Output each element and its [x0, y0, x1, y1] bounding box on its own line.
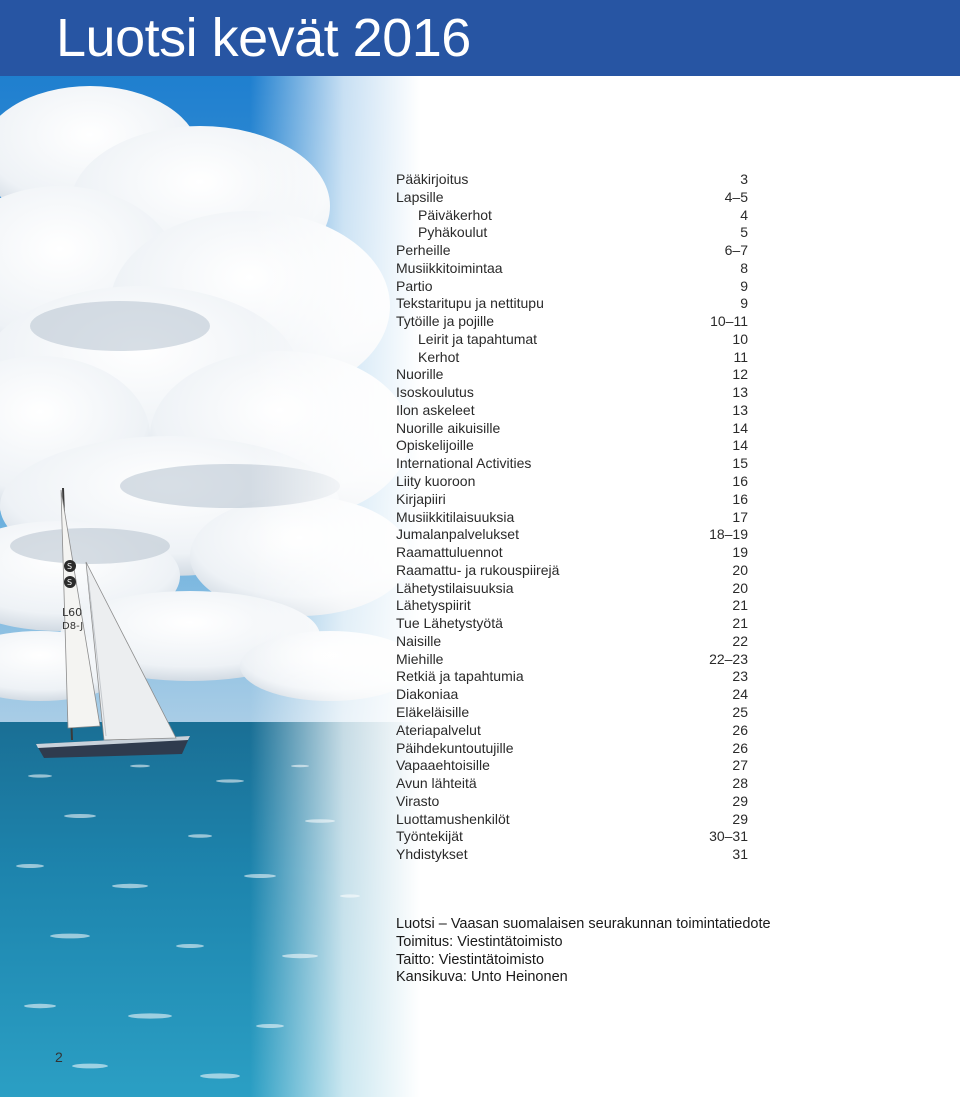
photo-fade — [250, 76, 420, 1097]
sail-mark-mid: S — [67, 578, 73, 587]
sail-mark-top: S — [67, 562, 73, 571]
toc-entry-page: 6–7 — [724, 242, 748, 259]
table-of-contents — [396, 171, 748, 864]
toc-entry — [396, 597, 748, 615]
toc-entry — [396, 224, 748, 242]
toc-entry-label: Kerhot — [418, 348, 460, 365]
toc-entry-label: Partio — [396, 277, 433, 294]
toc-entry-label: Opiskelijoille — [396, 437, 474, 454]
toc-entry-page: 15 — [732, 455, 748, 472]
toc-entry-page: 31 — [732, 846, 748, 863]
toc-entry-page: 16 — [732, 490, 748, 507]
toc-entry-page: 14 — [732, 419, 748, 436]
toc-entry-page: 25 — [732, 703, 748, 720]
toc-entry-page: 23 — [732, 668, 748, 685]
toc-entry-page: 22–23 — [709, 650, 748, 667]
toc-entry-page: 17 — [732, 508, 748, 525]
toc-entry — [396, 704, 748, 722]
toc-entry-label: Pyhäkoulut — [418, 224, 488, 241]
toc-entry-label: Miehille — [396, 650, 444, 667]
toc-entry-label: Nuorille — [396, 366, 444, 383]
toc-entry-page: 22 — [732, 632, 748, 649]
toc-entry-page: 18–19 — [709, 526, 748, 543]
sail-number-2: D8-J — [62, 621, 84, 632]
toc-entry-label: Yhdistykset — [396, 846, 468, 863]
toc-entry — [396, 846, 748, 864]
toc-entry-label: Lapsille — [396, 188, 444, 205]
toc-entry-label: Raamattuluennot — [396, 544, 503, 561]
toc-entry-label: Pääkirjoitus — [396, 171, 469, 187]
toc-entry — [396, 295, 748, 313]
toc-entry-page: 20 — [732, 579, 748, 596]
toc-entry — [396, 189, 748, 207]
toc-entry — [396, 473, 748, 491]
toc-entry-page: 10–11 — [710, 313, 748, 330]
toc-entry-page: 26 — [732, 721, 748, 738]
toc-entry-page: 4–5 — [724, 188, 748, 205]
toc-entry-label: Musiikkitilaisuuksia — [396, 508, 515, 525]
toc-entry-page: 14 — [732, 437, 748, 454]
toc-entry-label: Diakoniaa — [396, 686, 459, 703]
toc-entry-label: Nuorille aikuisille — [396, 419, 501, 436]
toc-entry-label: Avun lähteitä — [396, 775, 477, 792]
toc-entry — [396, 828, 748, 846]
toc-entry-page: 13 — [732, 401, 748, 418]
toc-entry-label: Tue Lähetystyötä — [396, 615, 503, 632]
toc-entry-page: 19 — [732, 544, 748, 561]
toc-entry-label: Eläkeläisille — [396, 703, 470, 720]
toc-entry — [396, 615, 748, 633]
toc-entry — [396, 775, 748, 793]
imprint-editor: Toimitus: Viestintätoimisto — [396, 933, 563, 950]
toc-entry — [396, 402, 748, 420]
toc-entry — [396, 740, 748, 758]
sail-number-1: L60 — [62, 606, 83, 619]
toc-entry — [396, 526, 748, 544]
toc-entry-label: Tekstaritupu ja nettitupu — [396, 295, 544, 312]
toc-entry — [396, 544, 748, 562]
toc-entry — [396, 491, 748, 509]
toc-entry-label: Päihdekuntoutujille — [396, 739, 514, 756]
toc-entry-label: Vapaaehtoisille — [396, 757, 490, 774]
toc-entry-label: Päiväkerhot — [418, 206, 492, 223]
toc-entry-label: Perheille — [396, 242, 451, 259]
toc-entry — [396, 278, 748, 296]
toc-entry-page: 20 — [732, 561, 748, 578]
toc-entry-page: 9 — [740, 295, 748, 312]
toc-entry — [396, 171, 748, 189]
toc-entry-page: 9 — [740, 277, 748, 294]
toc-entry-label: Tytöille ja pojille — [396, 313, 495, 330]
toc-entry — [396, 349, 748, 367]
toc-entry-page: 3 — [740, 171, 748, 187]
toc-entry — [396, 722, 748, 740]
toc-entry-page: 12 — [732, 366, 748, 383]
toc-entry-label: Luottamushenkilöt — [396, 810, 510, 827]
toc-entry-page: 21 — [732, 615, 748, 632]
toc-entry-label: Lähetystilaisuuksia — [396, 579, 514, 596]
toc-entry-page: 8 — [740, 259, 748, 276]
toc-entry — [396, 331, 748, 349]
toc-entry-page: 24 — [732, 686, 748, 703]
page-title: Luotsi kevät 2016 — [56, 8, 471, 68]
toc-entry-page: 30–31 — [709, 828, 748, 845]
toc-entry — [396, 313, 748, 331]
toc-entry — [396, 242, 748, 260]
toc-entry-page: 26 — [732, 739, 748, 756]
toc-entry-label: Naisille — [396, 632, 442, 649]
toc-entry-label: Retkiä ja tapahtumia — [396, 668, 524, 685]
toc-entry — [396, 580, 748, 598]
toc-entry-page: 10 — [732, 330, 748, 347]
toc-entry-page: 28 — [732, 775, 748, 792]
toc-entry-label: International Activities — [396, 455, 532, 472]
toc-entry — [396, 793, 748, 811]
toc-entry-label: Isoskoulutus — [396, 384, 474, 401]
imprint-cover-photo: Kansikuva: Unto Heinonen — [396, 969, 568, 986]
toc-entry — [396, 437, 748, 455]
toc-entry-page: 5 — [740, 224, 748, 241]
toc-entry-label: Ilon askeleet — [396, 401, 475, 418]
imprint-layout: Taitto: Viestintätoimisto — [396, 951, 545, 968]
toc-entry — [396, 509, 748, 527]
toc-entry — [396, 562, 748, 580]
toc-entry-label: Virasto — [396, 792, 440, 809]
toc-entry-page: 16 — [732, 473, 748, 490]
toc-entry — [396, 686, 748, 704]
imprint — [396, 916, 816, 987]
toc-entry-page: 27 — [732, 757, 748, 774]
imprint-publication: Luotsi – Vaasan suomalaisen seurakunnan toimintatiedote — [396, 916, 771, 932]
page-number: 2 — [55, 1049, 63, 1065]
toc-entry-page: 11 — [733, 348, 748, 365]
toc-entry-label: Työntekijät — [396, 828, 463, 845]
toc-entry-label: Lähetyspiirit — [396, 597, 471, 614]
toc-entry-label: Raamattu- ja rukouspiirejä — [396, 561, 560, 578]
toc-entry — [396, 651, 748, 669]
toc-entry-page: 29 — [732, 792, 748, 809]
toc-entry — [396, 384, 748, 402]
toc-entry-page: 21 — [732, 597, 748, 614]
toc-entry — [396, 633, 748, 651]
toc-entry — [396, 757, 748, 775]
toc-entry — [396, 455, 748, 473]
toc-entry-label: Kirjapiiri — [396, 490, 446, 507]
toc-entry-page: 13 — [732, 384, 748, 401]
toc-entry-page: 4 — [740, 206, 748, 223]
toc-entry — [396, 260, 748, 278]
toc-entry-page: 29 — [732, 810, 748, 827]
toc-entry-label: Jumalanpalvelukset — [396, 526, 519, 543]
toc-entry — [396, 420, 748, 438]
toc-entry — [396, 811, 748, 829]
toc-entry-label: Leirit ja tapahtumat — [418, 330, 538, 347]
toc-entry — [396, 668, 748, 686]
header-banner — [0, 0, 960, 76]
toc-entry — [396, 207, 748, 225]
toc-entry-label: Liity kuoroon — [396, 473, 476, 490]
toc-entry-label: Ateriapalvelut — [396, 721, 481, 738]
toc-entry — [396, 366, 748, 384]
toc-entry-label: Musiikkitoimintaa — [396, 259, 503, 276]
